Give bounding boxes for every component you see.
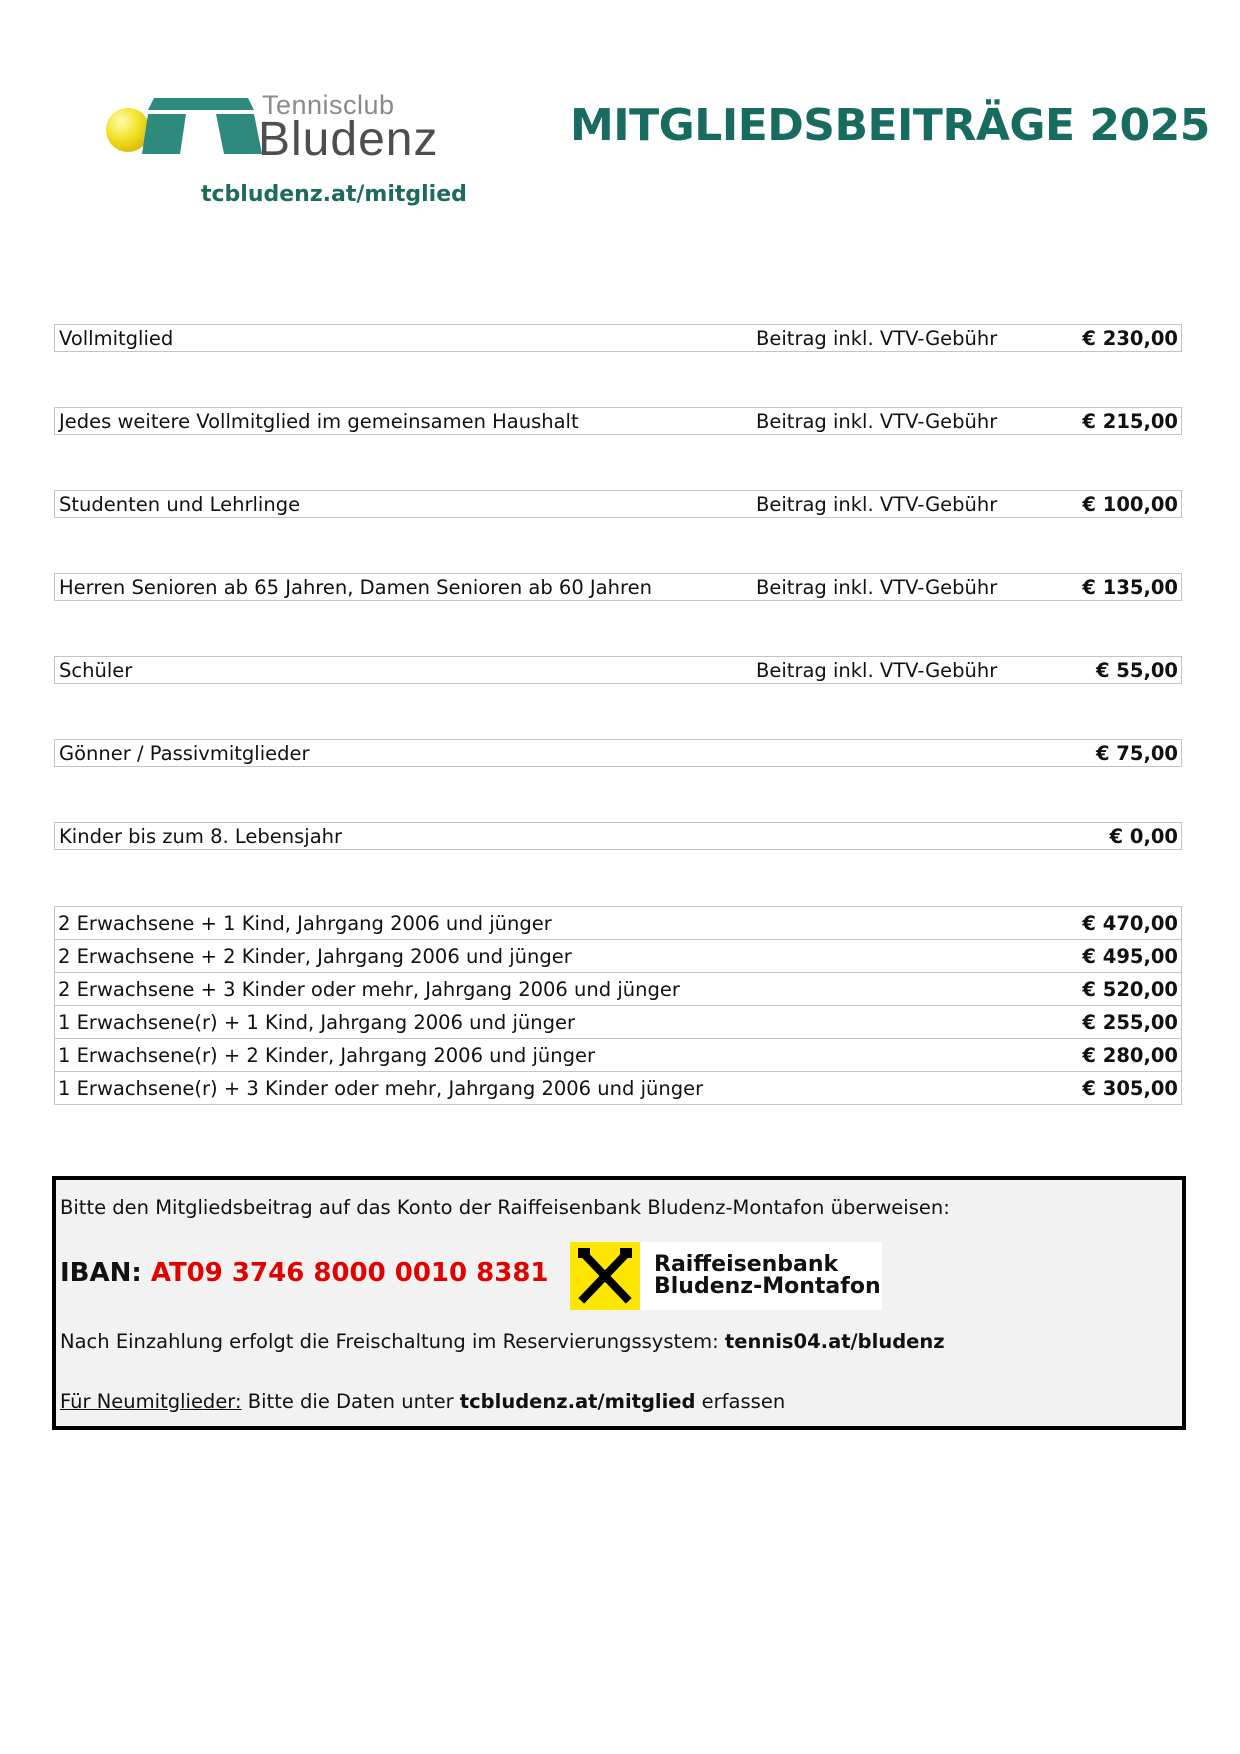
iban-number: AT09 3746 8000 0010 8381	[150, 1258, 549, 1288]
bank-name	[654, 1254, 881, 1298]
fee-label: Gönner / Passivmitglieder	[59, 742, 310, 765]
family-label: 2 Erwachsene + 2 Kinder, Jahrgang 2006 und jünger	[55, 940, 1029, 973]
fee-row-passive	[54, 739, 1182, 767]
fee-label: Jedes weitere Vollmitglied im gemeinsamen Haushalt	[59, 410, 579, 433]
fee-price: € 135,00	[1082, 576, 1178, 599]
raiffeisen-logo	[570, 1242, 882, 1310]
family-price: € 495,00	[1029, 940, 1182, 973]
fee-price: € 55,00	[1095, 659, 1178, 682]
new-members-suffix: erfassen	[701, 1390, 786, 1413]
fee-label: Kinder bis zum 8. Lebensjahr	[59, 825, 343, 848]
raiffeisen-gable-icon	[570, 1242, 640, 1310]
fee-row-children	[54, 822, 1182, 850]
family-label: 2 Erwachsene + 3 Kinder oder mehr, Jahrgang 2006 und jünger	[55, 973, 1029, 1006]
family-label: 1 Erwachsene(r) + 1 Kind, Jahrgang 2006 und jünger	[55, 1006, 1029, 1039]
bank-instruction: Bitte den Mitgliedsbeitrag auf das Konto der Raiffeisenbank Bludenz-Montafon überweisen:	[60, 1196, 950, 1219]
table-row	[55, 1006, 1182, 1039]
fee-label: Studenten und Lehrlinge	[59, 493, 301, 516]
table-row	[55, 940, 1182, 973]
fee-note: Beitrag inkl. VTV-Gebühr	[756, 493, 998, 516]
fee-price: € 230,00	[1082, 327, 1178, 350]
new-members-info	[60, 1390, 785, 1413]
fee-label: Herren Senioren ab 65 Jahren, Damen Senioren ab 60 Jahren	[59, 576, 652, 599]
membership-link[interactable]: tcbludenz.at/mitglied	[201, 182, 467, 207]
logo-text-small: Tennisclub	[262, 90, 395, 120]
iban-label: IBAN:	[60, 1258, 142, 1288]
fee-row-full-member	[54, 324, 1182, 352]
bank-info-box	[52, 1176, 1186, 1430]
fee-note: Beitrag inkl. VTV-Gebühr	[756, 659, 998, 682]
family-price: € 280,00	[1029, 1039, 1182, 1072]
court-t-icon	[140, 98, 264, 158]
fee-note: Beitrag inkl. VTV-Gebühr	[756, 410, 998, 433]
fee-price: € 100,00	[1082, 493, 1178, 516]
table-row	[55, 907, 1182, 940]
fee-label: Vollmitglied	[59, 327, 174, 350]
new-members-text: Bitte die Daten unter	[247, 1390, 454, 1413]
page-title: MITGLIEDSBEITRÄGE 2025	[570, 100, 1210, 151]
fee-row-pupils	[54, 656, 1182, 684]
bank-name-line2: Bludenz-Montafon	[654, 1274, 881, 1299]
logo-text-big: Bludenz	[258, 113, 439, 166]
fee-label: Schüler	[59, 659, 133, 682]
activation-info	[60, 1330, 945, 1353]
activation-text: Nach Einzahlung erfolgt die Freischaltung im Reservierungssystem:	[60, 1330, 719, 1353]
family-label: 2 Erwachsene + 1 Kind, Jahrgang 2006 und jünger	[55, 907, 1029, 940]
fee-price: € 75,00	[1095, 742, 1178, 765]
table-row	[55, 1039, 1182, 1072]
table-row	[55, 973, 1182, 1006]
fee-note: Beitrag inkl. VTV-Gebühr	[756, 327, 998, 350]
fee-row-students	[54, 490, 1182, 518]
fee-row-seniors	[54, 573, 1182, 601]
fee-note: Beitrag inkl. VTV-Gebühr	[756, 576, 998, 599]
family-price: € 520,00	[1029, 973, 1182, 1006]
family-price: € 470,00	[1029, 907, 1182, 940]
fee-price: € 0,00	[1109, 825, 1178, 848]
reservation-link[interactable]: tennis04.at/bludenz	[724, 1330, 945, 1353]
new-members-label: Für Neumitglieder:	[60, 1390, 242, 1413]
family-fees-table	[54, 906, 1182, 1105]
new-members-link[interactable]: tcbludenz.at/mitglied	[459, 1390, 696, 1413]
iban	[60, 1258, 549, 1288]
family-price: € 255,00	[1029, 1006, 1182, 1039]
bank-name-line1: Raiffeisenbank	[654, 1252, 839, 1277]
fee-price: € 215,00	[1082, 410, 1178, 433]
family-price: € 305,00	[1029, 1072, 1182, 1105]
fee-row-household-member	[54, 407, 1182, 435]
club-logo	[104, 90, 524, 166]
family-label: 1 Erwachsene(r) + 3 Kinder oder mehr, Jahrgang 2006 und jünger	[55, 1072, 1029, 1105]
family-label: 1 Erwachsene(r) + 2 Kinder, Jahrgang 2006 und jünger	[55, 1039, 1029, 1072]
table-row	[55, 1072, 1182, 1105]
